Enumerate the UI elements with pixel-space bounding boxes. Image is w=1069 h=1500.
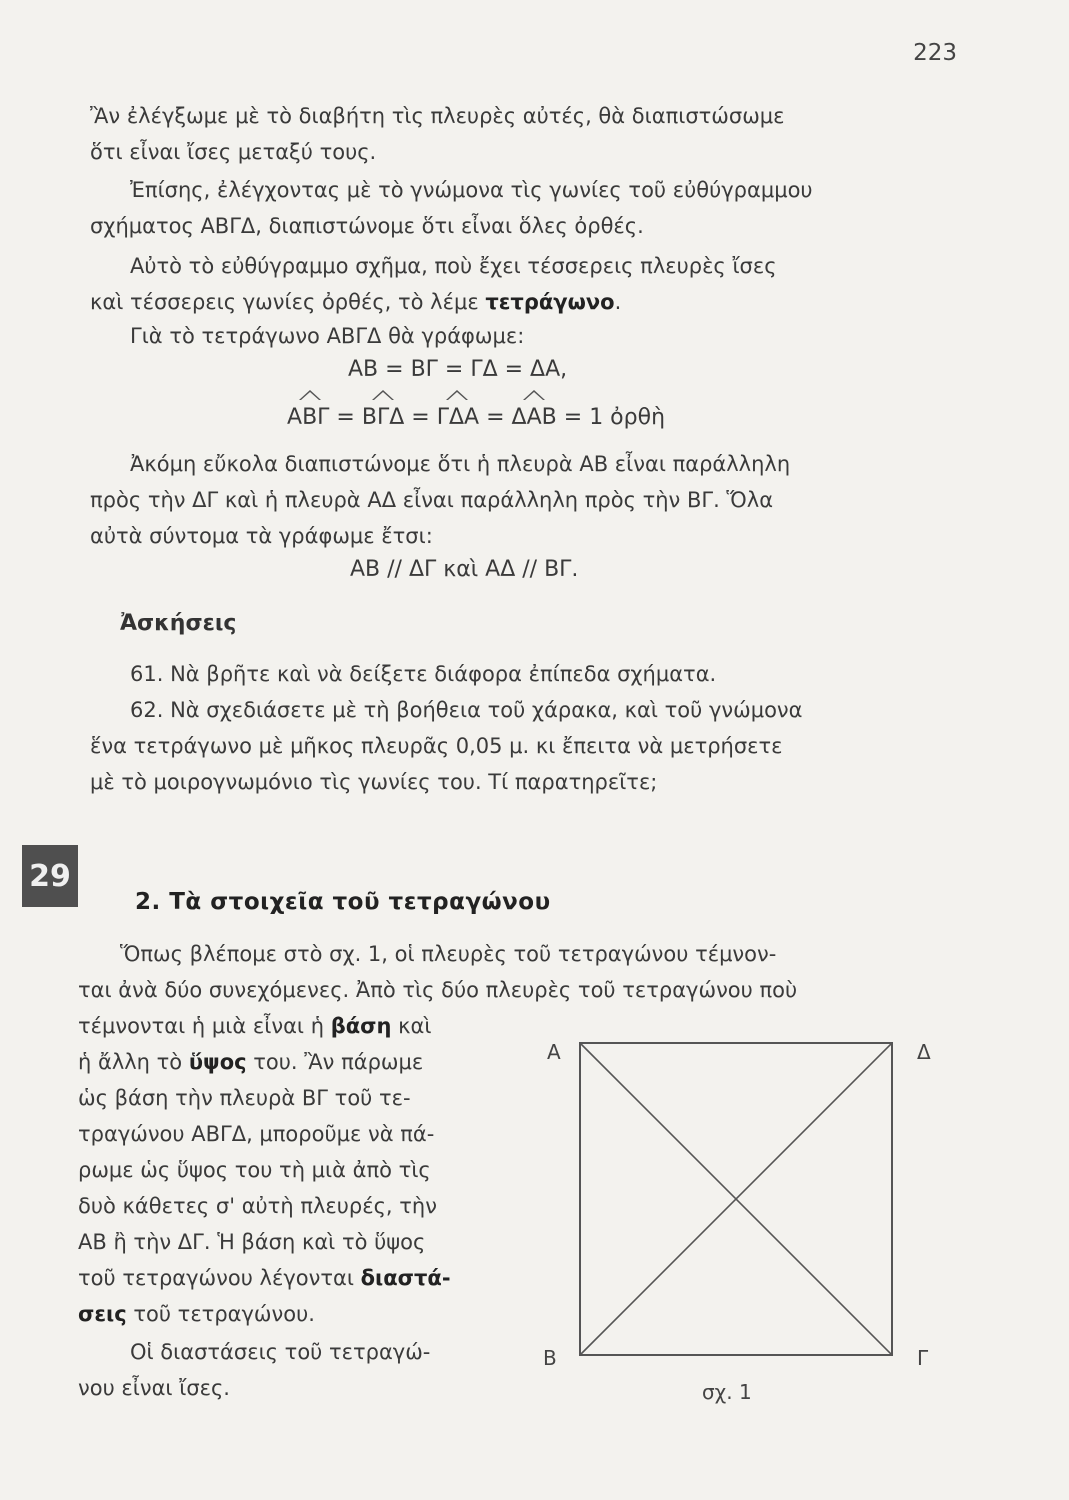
angle-letter: Δ	[389, 405, 405, 430]
angle-letter: Β	[361, 405, 377, 430]
angle-vertex: Α	[526, 405, 542, 430]
paragraph-line: Γιὰ τὸ τετράγωνο ΑΒΓΔ θὰ γράφωμε:	[130, 324, 525, 348]
vertex-label-b: Β	[543, 1346, 557, 1370]
equation-parallel: ΑΒ // ΔΓ καὶ ΑΔ // ΒΓ.	[350, 557, 579, 582]
paragraph-line: ὅτι εἶναι ἴσες μεταξύ τους.	[90, 140, 377, 164]
exercise-62-line: ἕνα τετράγωνο μὲ μῆκος πλευρᾶς 0,05 μ. κι ἔπειτα νὰ μετρήσετε	[90, 734, 783, 758]
equation-tail: = 1 ὀρθὴ	[563, 405, 666, 430]
text-run: ἡ ἄλλη τὸ	[78, 1050, 189, 1074]
bold-term: τετράγωνο	[485, 290, 615, 314]
paragraph-line: τραγώνου ΑΒΓΔ, μποροῦμε νὰ πά-	[78, 1122, 435, 1146]
angle-letter: Α	[287, 405, 303, 430]
paragraph-line: δυὸ κάθετες σ' αὐτὴ πλευρές, τὴν	[78, 1194, 437, 1218]
angle-letter: Β	[541, 405, 557, 430]
bold-term: σεις	[78, 1302, 127, 1326]
paragraph-line: Αὐτὸ τὸ εὐθύγραμμο σχῆμα, ποὺ ἔχει τέσσερεις πλευρὲς ἴσες	[130, 254, 777, 278]
lesson-number-tag: 29	[22, 845, 78, 907]
angle-vertex: Δ	[448, 405, 465, 430]
paragraph-line: ρωμε ὡς ὕψος του τὴ μιὰ ἀπὸ τὶς	[78, 1158, 431, 1182]
bold-term: βάση	[330, 1014, 392, 1038]
text-run: καὶ τέσσερεις γωνίες ὀρθές, τὸ λέμε	[90, 290, 486, 314]
equals-sign: =	[486, 405, 505, 430]
angle-letter: Γ	[317, 405, 330, 430]
paragraph-line: Οἱ διαστάσεις τοῦ τετραγώ-	[130, 1340, 431, 1364]
paragraph-line: ὡς βάση τὴν πλευρὰ ΒΓ τοῦ τε-	[78, 1086, 411, 1110]
paragraph-line: νου εἶναι ἴσες.	[78, 1376, 230, 1400]
equals-sign: =	[411, 405, 430, 430]
paragraph-line: ΑΒ ἢ τὴν ΔΓ. Ἡ βάση καὶ τὸ ὕψος	[78, 1230, 426, 1254]
paragraph-line: Ἀκόμη εὔκολα διαπιστώνομε ὅτι ἡ πλευρὰ ΑΒ εἶναι παράλληλη	[130, 452, 791, 476]
text-run: .	[614, 290, 622, 314]
text-run: του. Ἂν πάρωμε	[246, 1050, 424, 1074]
exercises-heading: Ἀσκήσεις	[120, 611, 237, 636]
vertex-label-d: Δ	[917, 1040, 931, 1064]
bold-term: διαστά-	[360, 1266, 451, 1290]
equals-sign: =	[336, 405, 355, 430]
angle-vertex: Γ	[376, 405, 390, 430]
paragraph-line: Ἐπίσης, ἐλέγχοντας μὲ τὸ γνώμονα τὶς γωνίες τοῦ εὐθύγραμμου	[130, 178, 813, 202]
paragraph-line: ται ἀνὰ δύο συνεχόμενες. Ἀπὸ τὶς δύο πλευρὲς τοῦ τετραγώνου ποὺ	[78, 978, 798, 1002]
exercise-62-line: μὲ τὸ μοιρογνωμόνιο τὶς γωνίες του. Τί παρατηρεῖτε;	[90, 770, 658, 794]
text-run: τοῦ τετραγώνου λέγονται	[78, 1266, 361, 1290]
text-run: καὶ	[391, 1014, 432, 1038]
exercise-61: 61. Νὰ βρῆτε καὶ νὰ δείξετε διάφορα ἐπίπεδα σχήματα.	[130, 662, 717, 686]
angle-vertex: Β	[302, 405, 318, 430]
page-number: 223	[913, 40, 957, 66]
vertex-label-g: Γ	[917, 1346, 929, 1370]
exercise-62-line: 62. Νὰ σχεδιάσετε μὲ τὴ βοήθεια τοῦ χάρακα, καὶ τοῦ γνώμονα	[130, 698, 803, 722]
paragraph-line: αὐτὰ σύντομα τὰ γράφωμε ἔτσι:	[90, 524, 433, 548]
paragraph-line: Ὅπως βλέπομε στὸ σχ. 1, οἱ πλευρὲς τοῦ τετραγώνου τέμνον-	[120, 942, 777, 966]
text-run: τέμνονται ἡ μιὰ εἶναι ἡ	[78, 1014, 331, 1038]
section-heading: 2. Τὰ στοιχεῖα τοῦ τετραγώνου	[135, 889, 551, 915]
text-run: τοῦ τετραγώνου.	[126, 1302, 315, 1326]
bold-term: ὕψος	[188, 1050, 247, 1074]
angle-letter: Α	[464, 405, 480, 430]
figure-caption: σχ. 1	[702, 1380, 752, 1404]
paragraph-line: πρὸς τὴν ΔΓ καὶ ἡ πλευρὰ ΑΔ εἶναι παράλληλη πρὸς τὴν ΒΓ. Ὅλα	[90, 488, 774, 512]
vertex-label-a: Α	[547, 1040, 561, 1064]
paragraph-line: Ἂν ἐλέγξωμε μὲ τὸ διαβήτη τὶς πλευρὲς αὐτές, θὰ διαπιστώσωμε	[90, 104, 785, 128]
paragraph-line: σχήματος ΑΒΓΔ, διαπιστώνομε ὅτι εἶναι ὅλες ὀρθές.	[90, 214, 644, 238]
angle-letter: Γ	[436, 405, 449, 430]
angle-letter: Δ	[511, 405, 527, 430]
equation-sides: ΑΒ = ΒΓ = ΓΔ = ΔΑ,	[348, 357, 568, 382]
